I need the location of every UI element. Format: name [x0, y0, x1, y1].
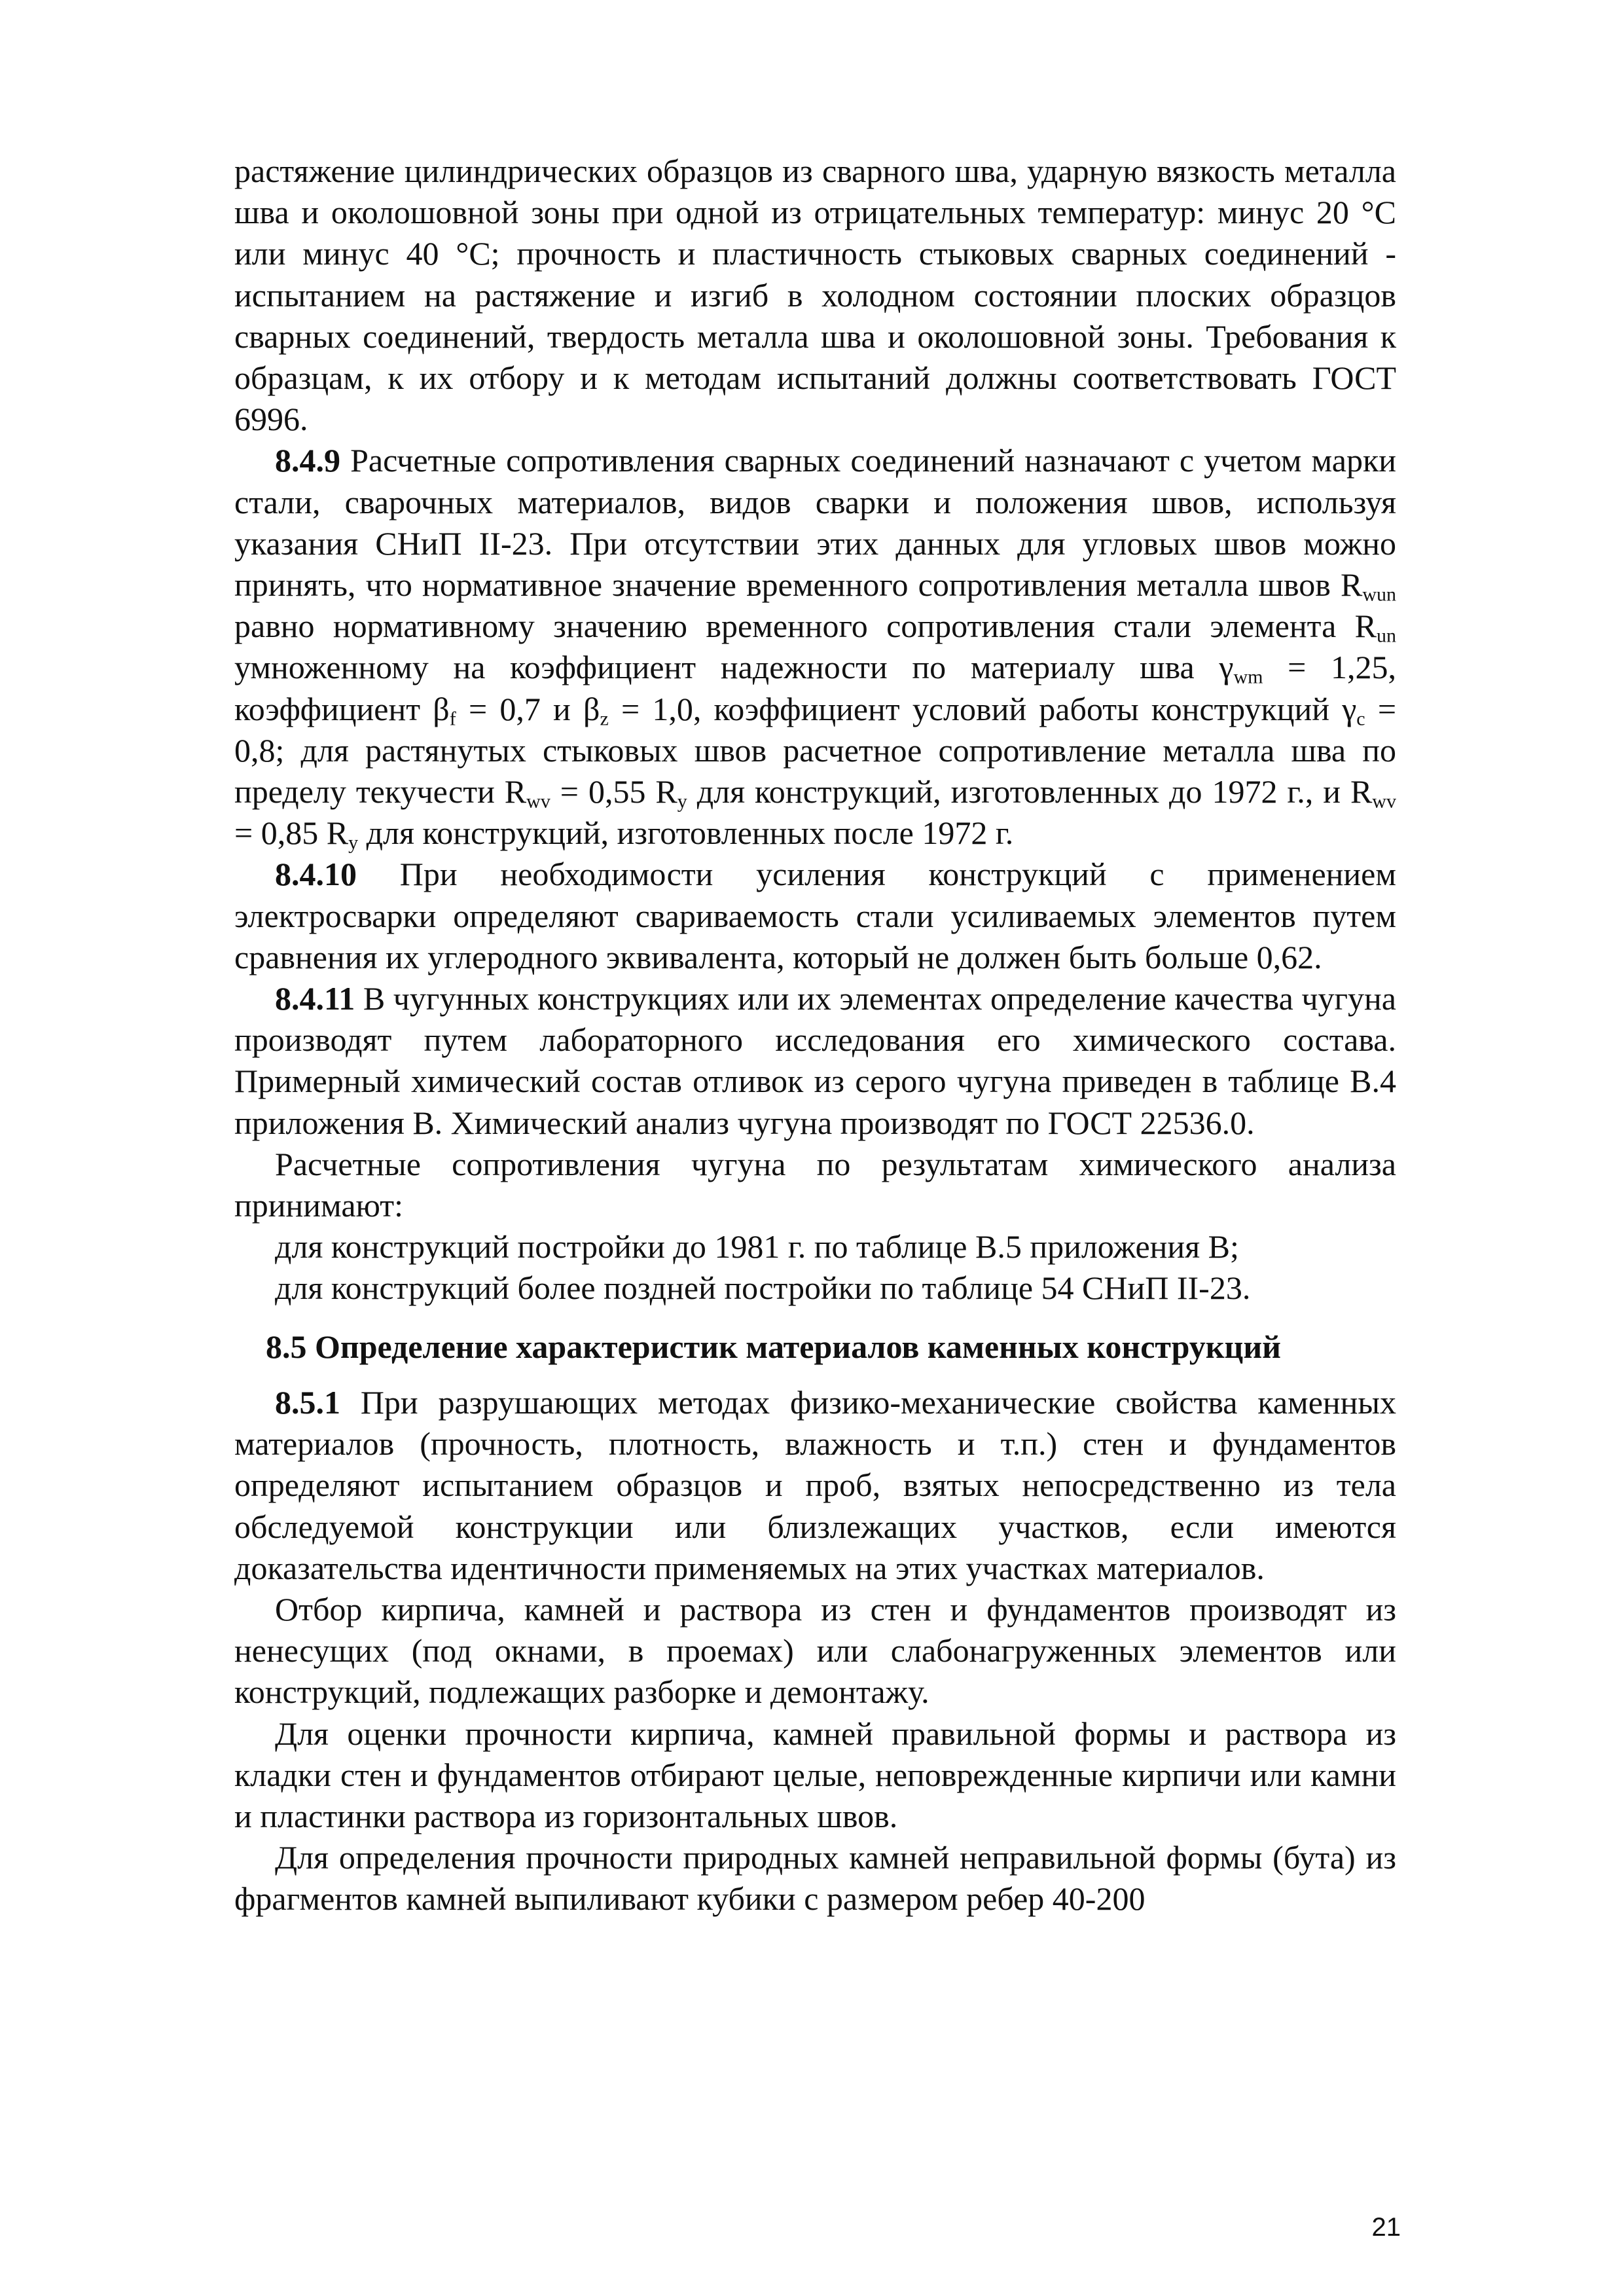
clause-number-8-4-10: 8.4.10 [275, 856, 357, 893]
paragraph-cast-iron-resistance: Расчетные сопротивления чугуна по результатам химического анализа принимают: [234, 1145, 1396, 1224]
subscript-y-1: y [677, 790, 687, 812]
text-8-4-9-part4: = 1,25, коэффициент β [234, 649, 1397, 727]
subscript-y-2: y [348, 831, 359, 854]
text-8-4-9-part11: для конструкций, изготовленных после 1972 г. [358, 814, 1014, 852]
page-body [234, 151, 1396, 1920]
paragraph-natural-stone: Для определения прочности природных камней неправильной формы (бута) из фрагментов камней выпиливают кубики с размером ребер 40-200 [234, 1839, 1396, 1918]
subscript-c: c [1356, 708, 1365, 730]
text-8-4-9-part10: = 0,85 R [234, 814, 349, 852]
text-8-4-9-part5: = 0,7 и β [456, 690, 600, 727]
section-heading-8-5: 8.5 Определение характеристик материалов каменных конструкций [266, 1328, 1281, 1365]
text-8-4-9-part1: Расчетные сопротивления сварных соединений назначают с учетом марки стали, сварочных материалов, видов сварки и положения швов, используя указания СНиП II-23. При отсутствии этих данных для угловых швов можно принять, что нормативное значение временного сопротивления металла швов R [234, 442, 1396, 604]
paragraph-intro: растяжение цилиндрических образцов из сварного шва, ударную вязкость металла шва и околошовной зоны при одной из отрицательных температур: минус 20 °С или минус 40 °С; прочность и пластичность стыковых сварных соединений - испытанием на растяжение и изгиб в холодном состоянии плоских образцов сварных соединений, твердость металла шва и околошовной зоны. Требования к образцам, к их отбору и к методам испытаний должны соответствовать ГОСТ 6996. [234, 153, 1396, 438]
paragraph-brick-strength: Для оценки прочности кирпича, камней правильной формы и раствора из кладки стен и фундаментов отбирают целые, неповрежденные кирпичи или камни и пластинки раствора из горизонтальных швов. [234, 1715, 1396, 1834]
subscript-wm: wm [1233, 666, 1263, 688]
subscript-z: z [600, 708, 609, 730]
text-8-4-9-part8: = 0,55 R [550, 773, 677, 811]
text-8-5-1: При разрушающих методах физико-механические свойства каменных материалов (прочность, плотность, влажность и т.п.) стен и фундаментов определяют испытанием образцов и проб, взятых непосредственно из тела обследуемой конструкции или близлежащих участков, если имеются доказательства идентичности применяемых на этих участках материалов. [234, 1383, 1396, 1586]
subscript-wv-2: wv [1372, 790, 1396, 812]
text-8-4-9-part9: для конструкций, изготовленных до 1972 г., и R [687, 773, 1373, 811]
subscript-wv-1: wv [526, 790, 550, 812]
paragraph-8-5-1 [234, 1382, 1396, 1589]
text-8-4-9-part7: = 0,8; для растянутых стыковых швов расчетное сопротивление металла шва по пределу текучести R [234, 690, 1397, 811]
text-8-4-9-part6: = 1,0, коэффициент условий работы конструкций γ [608, 690, 1357, 727]
paragraph-8-4-11 [234, 978, 1396, 1144]
text-8-4-9-part2: равно нормативному значению временного сопротивления стали элемента R [234, 608, 1377, 645]
text-8-4-9-part3: умноженному на коэффициент надежности по материалу шва γ [234, 649, 1234, 686]
clause-number-8-5-1: 8.5.1 [275, 1383, 340, 1421]
paragraph-sample-selection: Отбор кирпича, камней и раствора из стен и фундаментов производят из ненесущих (под окнами, в проемах) или слабонагруженных элементов или конструкций, подлежащих разборке и демонтажу. [234, 1590, 1396, 1711]
subscript-f: f [449, 708, 456, 730]
clause-number-8-4-11: 8.4.11 [275, 980, 355, 1017]
clause-number-8-4-9: 8.4.9 [275, 442, 340, 479]
paragraph-8-4-10 [234, 854, 1396, 978]
page-number: 21 [1371, 2213, 1401, 2242]
text-8-4-11: В чугунных конструкциях или их элементах определение качества чугуна производят путем лабораторного исследования его химического состава. Примерный химический состав отливок из серого чугуна приведен в таблице В.4 приложения В. Химический анализ чугуна производят по ГОСТ 22536.0. [234, 980, 1396, 1141]
subscript-un: un [1377, 625, 1396, 647]
paragraph-8-4-9 [234, 440, 1396, 854]
text-8-4-10: При необходимости усиления конструкций с применением электросварки определяют свариваемость стали усиливаемых элементов путем сравнения их углеродного эквивалента, который не должен быть больше 0,62. [234, 856, 1396, 975]
list-item: для конструкций более поздней постройки по таблице 54 СНиП II-23. [275, 1269, 1251, 1307]
list-item: для конструкций постройки до 1981 г. по таблице В.5 приложения В; [275, 1228, 1239, 1266]
subscript-wun: wun [1362, 583, 1396, 606]
